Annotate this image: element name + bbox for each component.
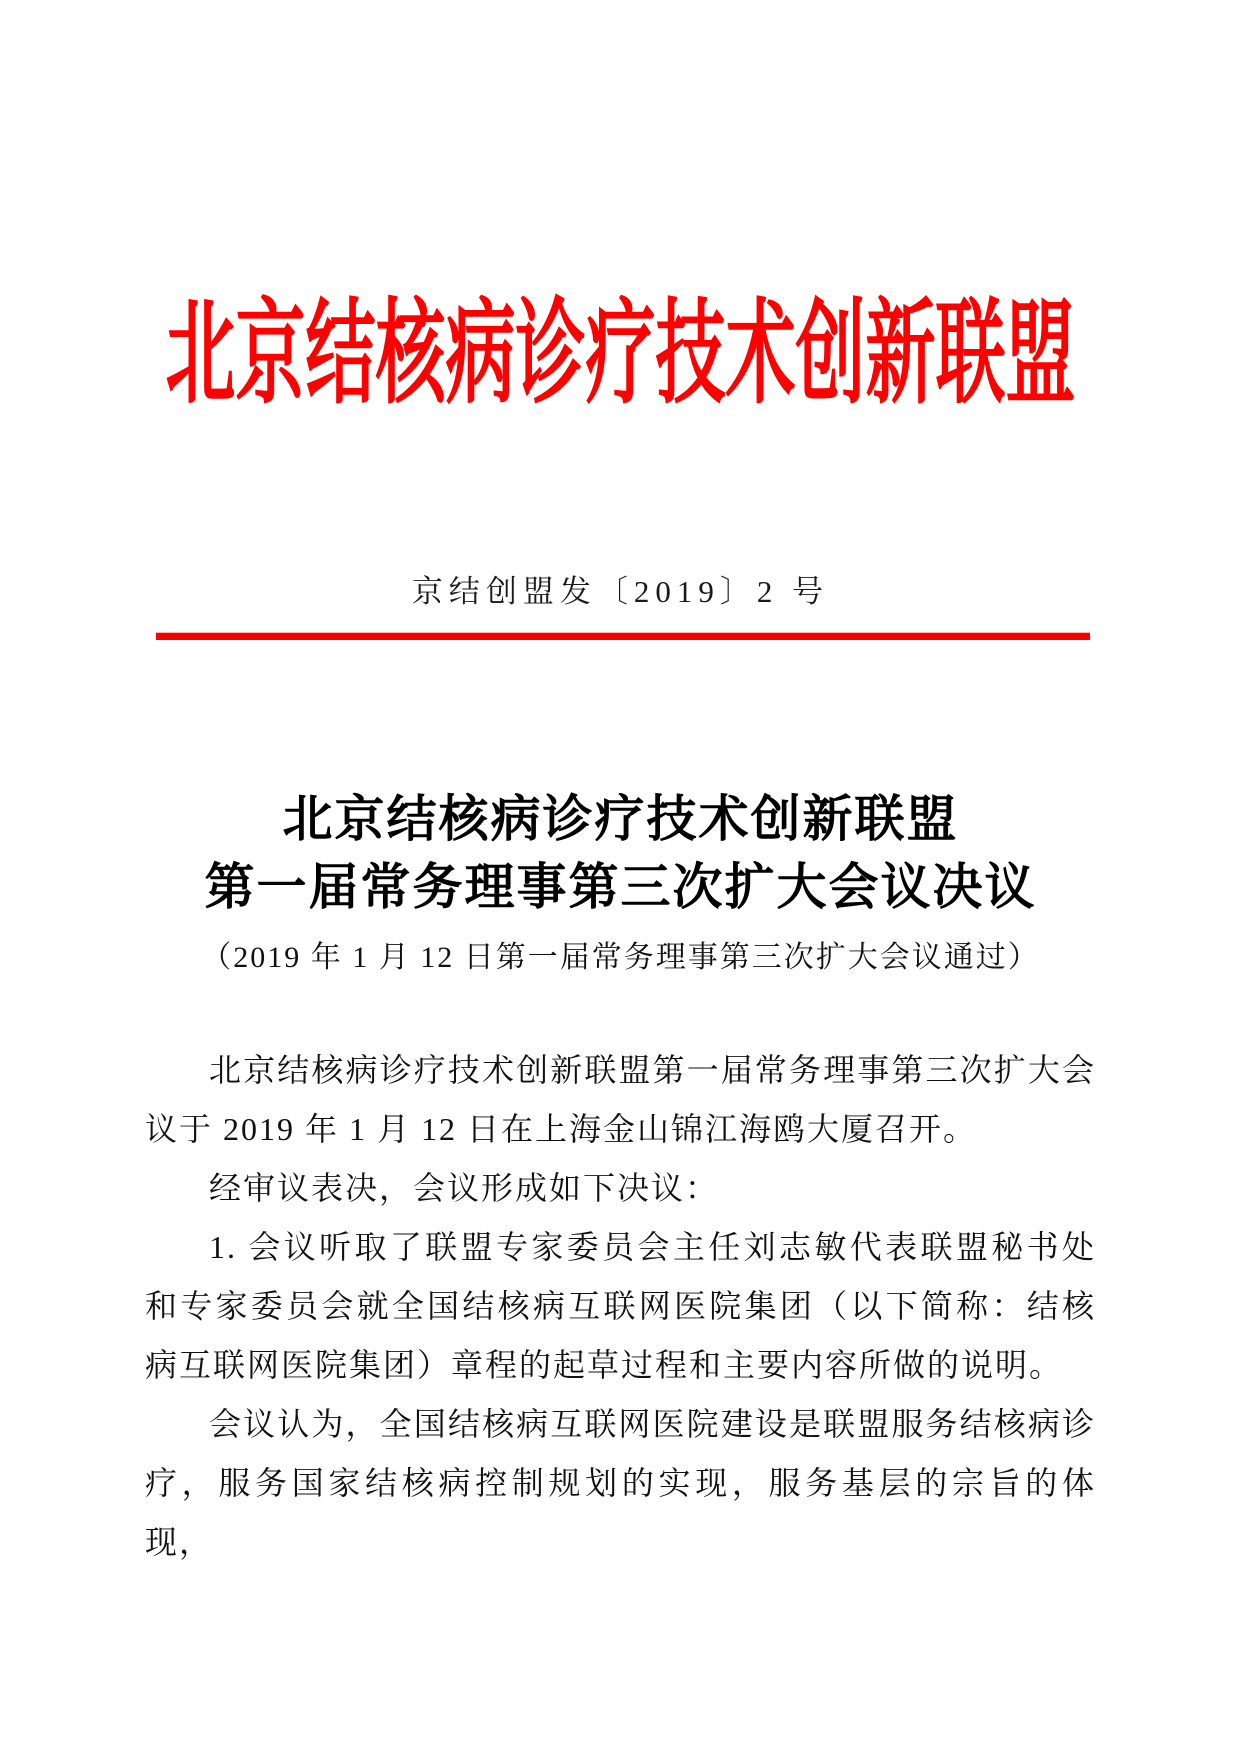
body-paragraph: 经审议表决，会议形成如下决议： — [209, 1170, 720, 1206]
adoption-subtitle: （2019 年 1 月 12 日第一届常务理事第三次扩大会议通过） — [201, 941, 1040, 974]
letterhead-title-text: 北京结核病诊疗技术创新联盟 — [165, 293, 1076, 419]
red-divider-rule — [156, 632, 1090, 640]
body-paragraph: 会议认为，全国结核病互联网医院建设是联盟服务结核病诊疗，服务国家结核病控制规划的实现，服务基层的宗旨的体现， — [145, 1406, 1096, 1560]
resolution-title-line2: 第一届常务理事第三次扩大会议决议 — [204, 859, 1037, 915]
document-number: 京结创盟发〔2019〕2 号 — [411, 574, 830, 609]
resolution-title — [0, 785, 1241, 921]
body-paragraph: 1. 会议听取了联盟专家委员会主任刘志敏代表联盟秘书处和专家委员会就全国结核病互联网医院集团（以下简称：结核病互联网医院集团）章程的起草过程和主要内容所做的说明。 — [145, 1229, 1096, 1383]
body-text — [145, 1041, 1096, 1572]
resolution-title-line1: 北京结核病诊疗技术创新联盟 — [282, 791, 959, 847]
letterhead-title — [0, 293, 1241, 419]
body-paragraph: 北京结核病诊疗技术创新联盟第一届常务理事第三次扩大会议于 2019 年 1 月 12 日在上海金山锦江海鸥大厦召开。 — [145, 1052, 1096, 1147]
